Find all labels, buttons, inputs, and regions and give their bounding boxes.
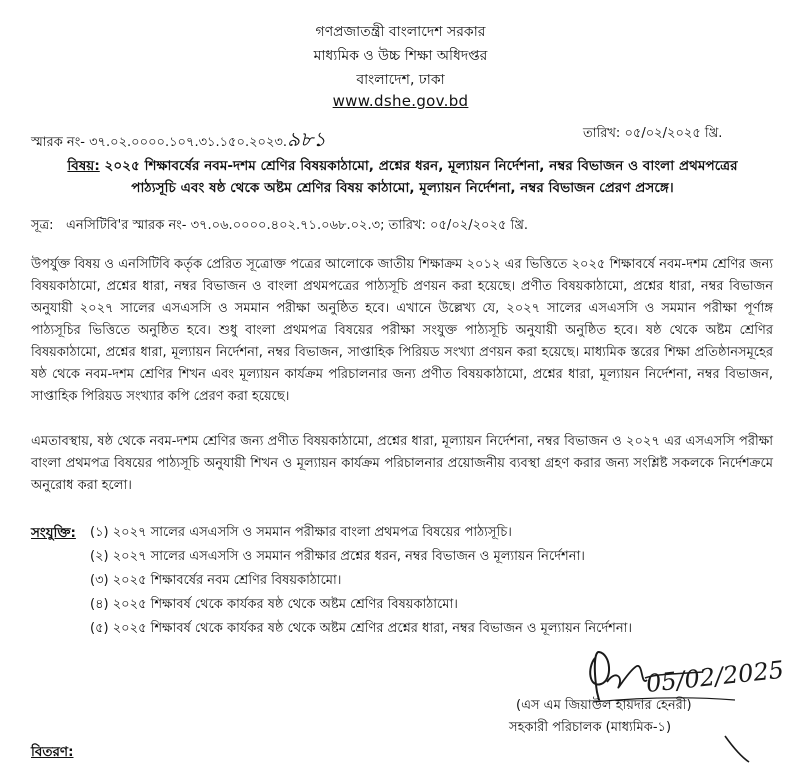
attachment-item-1: (১) ২০২৭ সালের এসএসসি ও সমমান পরীক্ষার বাংলা প্রথমপত্র বিষয়ের পাঠ্যসূচি। [90, 525, 512, 540]
header-government: গণপ্রজাতন্ত্রী বাংলাদেশ সরকার [315, 24, 486, 40]
subject-label: বিষয়: [67, 158, 100, 174]
header-directorate: মাধ্যমিক ও উচ্চ শিক্ষা অধিদপ্তর [313, 48, 488, 64]
body-paragraph-2: এমতাবস্থায়, ষষ্ঠ থেকে নবম-দশম শ্রেণির জন্য প্রণীত বিষয়কাঠামো, প্রশ্নের ধারা, মূল্যায়ন নির্দেশনা, নম্বর বিভাজন ও ২০২৭ এর এসএসসি পরীক্ষা বাংলা প্রথমপত্র বিষয়ের পাঠ্যসূচি অনুযায়ী শিখন ও মূল্যায়ন কার্যক্রম পরিচালনার প্রয়োজনীয় ব্যবস্থা গ্রহণ করার জন্য সংশ্লিষ্ট সকলকে নির্দেশক্রমে অনুরোধ করা হলো। [31, 434, 773, 493]
attachment-item-2: (২) ২০২৭ সালের এসএসসি ও সমমান পরীক্ষার প্রশ্নের ধরন, নম্বর বিভাজন ও মূল্যায়ন নির্দেশনা। [90, 549, 585, 564]
subject-block [30, 155, 775, 199]
distribution-label: বিতরণ: [31, 744, 74, 760]
memo-number [31, 125, 326, 158]
header-website-link[interactable]: www.dshe.gov.bd [332, 92, 469, 110]
memo-date: তারিখ: ০৫/০২/২০২৫ খ্রি. [583, 126, 723, 141]
reference-label: সূত্র: [31, 218, 54, 233]
header-location: বাংলাদেশ, ঢাকা [356, 72, 445, 88]
signatory-name: (এস এম জিয়াউল হায়দার হেনরী) [516, 698, 692, 713]
handwritten-date: 05/02/2025 [644, 655, 786, 698]
attachments-label: সংযুক্তি: [31, 525, 76, 541]
reference-line [31, 216, 528, 237]
signatory-designation: সহকারী পরিচালক (মাধ্যমিক-১) [509, 720, 672, 735]
body-paragraph-1: উপর্যুক্ত বিষয় ও এনসিটিবি কর্তৃক প্রেরিত সূত্রোক্ত পত্রের আলোকে জাতীয় শিক্ষাক্রম ২০১২ এর ভিত্তিতে ২০২৫ শিক্ষাবর্ষে নবম-দশম শ্রেণির জন্য বিষয়কাঠামো, প্রশ্নের ধারা, নম্বর বিভাজন ও বাংলা প্রথমপত্রের পাঠ্যসূচি প্রণয়ন করা হয়েছে। প্রণীত বিষয়কাঠামো, প্রশ্নের ধারা, নম্বর বিভাজন অনুযায়ী ২০২৭ সালের এসএসসি ও সমমান পরীক্ষা অনুষ্ঠিত হবে। এখানে উল্লেখ্য যে, ২০২৭ সালের এসএসসি ও সমমান পরীক্ষা পূর্ণাঙ্গ পাঠ্যসূচির ভিত্তিতে অনুষ্ঠিত হবে। শুধু বাংলা প্রথমপত্র বিষয়ের পরীক্ষা সংযুক্ত পাঠ্যসূচি অনুযায়ী অনুষ্ঠিত হবে। ষষ্ঠ থেকে অষ্টম শ্রেণির বিষয়কাঠামো, প্রশ্নের ধারা, মূল্যায়ন নির্দেশনা, নম্বর বিভাজন, সাপ্তাহিক পিরিয়ড সংখ্যা প্রণয়ন করা হয়েছে। মাধ্যমিক স্তরের শিক্ষা প্রতিষ্ঠানসমূহের ষষ্ঠ থেকে নবম-দশম শ্রেণির শিখন এবং মূল্যায়ন কার্যক্রম পরিচালনার জন্য প্রণীত বিষয়কাঠামো, প্রশ্নের ধারা, মূল্যায়ন নির্দেশনা, নম্বর বিভাজন, সাপ্তাহিক পিরিয়ড সংখ্যার কপি প্রেরণ করা হয়েছে। [31, 257, 773, 404]
attachment-item-3: (৩) ২০২৫ শিক্ষাবর্ষের নবম শ্রেণির বিষয়কাঠামো। [90, 573, 342, 588]
memo-label: স্মারক নং- ৩৭.০২.০০০০.১০৭.৩১.১৫০.২০২৩. [31, 135, 288, 150]
subject-line1: ২০২৫ শিক্ষাবর্ষের নবম-দশম শ্রেণির বিষয়কাঠামো, প্রশ্নের ধরন, মূল্যায়ন নির্দেশনা, নম্বর বিভাজন ও বাংলা প্রথমপত্রের [104, 158, 738, 174]
attachment-item-5: (৫) ২০২৫ শিক্ষাবর্ষ থেকে কার্যকর ষষ্ঠ থেকে অষ্টম শ্রেণির প্রশ্নের ধারা, নম্বর বিভাজন ও মূল্যায়ন নির্দেশনা। [90, 621, 633, 636]
attachment-item-4: (৪) ২০২৫ শিক্ষাবর্ষ থেকে কার্যকর ষষ্ঠ থেকে অষ্টম শ্রেণির বিষয়কাঠামো। [90, 597, 458, 612]
reference-text: এনসিটিবি'র স্মারক নং- ৩৭.০৬.০০০০.৪০২.৭১.০৬৮.০২.৩; তারিখ: ০৫/০২/২০২৫ খ্রি. [65, 218, 529, 233]
memo-handwritten-number: ৯৮১ [287, 127, 326, 151]
subject-line2: পাঠ্যসূচি এবং ষষ্ঠ থেকে অষ্টম শ্রেণির বিষয় কাঠামো, মূল্যায়ন নির্দেশনা, নম্বর বিভাজন প্রেরণ প্রসঙ্গে। [131, 180, 674, 196]
